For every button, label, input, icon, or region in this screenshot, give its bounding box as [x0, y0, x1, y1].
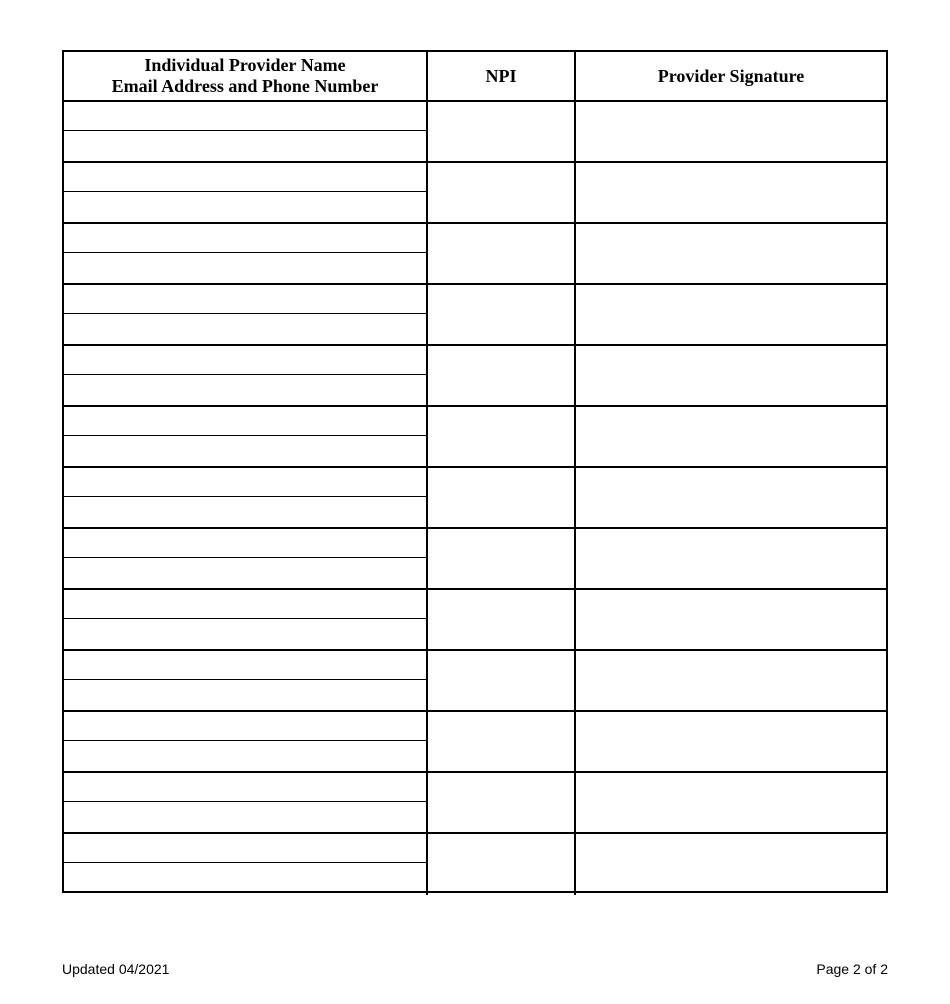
- npi-field[interactable]: [428, 773, 574, 832]
- provider-contact-field[interactable]: [64, 620, 426, 649]
- signature-field[interactable]: [576, 468, 886, 527]
- provider-contact-field[interactable]: [64, 559, 426, 588]
- provider-contact-field[interactable]: [64, 864, 426, 893]
- npi-field[interactable]: [428, 102, 574, 161]
- npi-field[interactable]: [428, 834, 574, 895]
- signature-field[interactable]: [576, 712, 886, 771]
- npi-field[interactable]: [428, 285, 574, 344]
- signature-field[interactable]: [576, 346, 886, 405]
- provider-header: [64, 52, 426, 100]
- provider-info-cell: [64, 102, 426, 161]
- provider-name-field[interactable]: [64, 651, 426, 680]
- signature-field[interactable]: [576, 651, 886, 710]
- npi-header-label: NPI: [485, 65, 517, 86]
- column-divider: [574, 52, 576, 100]
- signature-field[interactable]: [576, 285, 886, 344]
- provider-info-cell: [64, 651, 426, 710]
- provider-info-cell: [64, 468, 426, 527]
- table-body: [64, 102, 886, 891]
- npi-field[interactable]: [428, 346, 574, 405]
- provider-name-field[interactable]: [64, 346, 426, 375]
- npi-field[interactable]: [428, 407, 574, 466]
- table-row: [64, 773, 886, 834]
- npi-field[interactable]: [428, 163, 574, 222]
- provider-signature-table: [62, 50, 888, 893]
- provider-name-field[interactable]: [64, 468, 426, 497]
- table-row: [64, 590, 886, 651]
- provider-info-cell: [64, 834, 426, 895]
- npi-field[interactable]: [428, 651, 574, 710]
- table-row: [64, 407, 886, 468]
- provider-name-field[interactable]: [64, 834, 426, 863]
- provider-contact-field[interactable]: [64, 437, 426, 466]
- provider-name-field[interactable]: [64, 285, 426, 314]
- table-row: [64, 834, 886, 895]
- provider-name-field[interactable]: [64, 224, 426, 253]
- provider-contact-field[interactable]: [64, 254, 426, 283]
- provider-name-field[interactable]: [64, 590, 426, 619]
- table-row: [64, 651, 886, 712]
- npi-field[interactable]: [428, 224, 574, 283]
- provider-info-cell: [64, 529, 426, 588]
- table-row: [64, 285, 886, 346]
- provider-info-cell: [64, 163, 426, 222]
- npi-field[interactable]: [428, 468, 574, 527]
- provider-name-field[interactable]: [64, 773, 426, 802]
- signature-header: [576, 52, 886, 100]
- updated-date: Updated 04/2021: [62, 961, 170, 977]
- signature-field[interactable]: [576, 529, 886, 588]
- provider-contact-field[interactable]: [64, 681, 426, 710]
- provider-name-field[interactable]: [64, 102, 426, 131]
- npi-field[interactable]: [428, 712, 574, 771]
- table-row: [64, 163, 886, 224]
- table-row: [64, 102, 886, 163]
- provider-header-line2: Email Address and Phone Number: [111, 76, 379, 96]
- provider-contact-field[interactable]: [64, 803, 426, 832]
- table-row: [64, 468, 886, 529]
- provider-contact-field[interactable]: [64, 193, 426, 222]
- signature-field[interactable]: [576, 773, 886, 832]
- signature-field[interactable]: [576, 407, 886, 466]
- page-number: Page 2 of 2: [816, 961, 888, 977]
- column-divider: [426, 52, 428, 100]
- provider-name-field[interactable]: [64, 529, 426, 558]
- provider-contact-field[interactable]: [64, 315, 426, 344]
- table-header-row: [64, 52, 886, 102]
- provider-info-cell: [64, 407, 426, 466]
- npi-header: [428, 52, 574, 100]
- table-row: [64, 224, 886, 285]
- provider-info-cell: [64, 224, 426, 283]
- provider-contact-field[interactable]: [64, 132, 426, 161]
- provider-info-cell: [64, 712, 426, 771]
- npi-field[interactable]: [428, 590, 574, 649]
- table-row: [64, 529, 886, 590]
- table-row: [64, 346, 886, 407]
- signature-field[interactable]: [576, 163, 886, 222]
- provider-header-line1: Individual Provider Name: [144, 55, 346, 75]
- provider-contact-field[interactable]: [64, 376, 426, 405]
- npi-field[interactable]: [428, 529, 574, 588]
- signature-field[interactable]: [576, 834, 886, 895]
- signature-field[interactable]: [576, 102, 886, 161]
- signature-field[interactable]: [576, 224, 886, 283]
- provider-info-cell: [64, 590, 426, 649]
- provider-contact-field[interactable]: [64, 498, 426, 527]
- table-row: [64, 712, 886, 773]
- provider-name-field[interactable]: [64, 712, 426, 741]
- signature-header-label: Provider Signature: [657, 65, 805, 86]
- provider-name-field[interactable]: [64, 407, 426, 436]
- provider-contact-field[interactable]: [64, 742, 426, 771]
- provider-info-cell: [64, 773, 426, 832]
- signature-field[interactable]: [576, 590, 886, 649]
- provider-info-cell: [64, 346, 426, 405]
- provider-info-cell: [64, 285, 426, 344]
- provider-name-field[interactable]: [64, 163, 426, 192]
